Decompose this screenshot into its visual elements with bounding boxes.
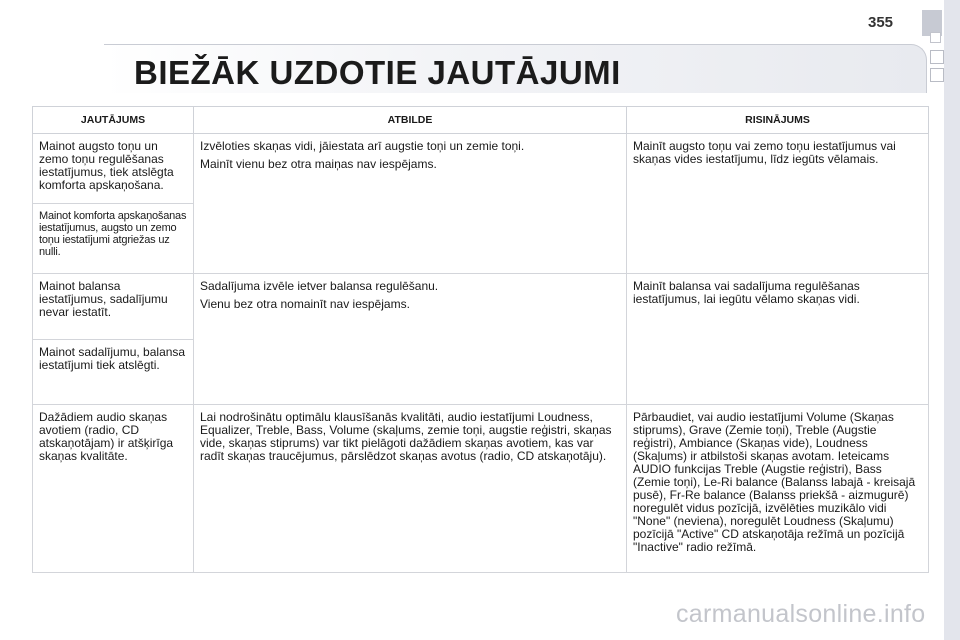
section-box-icon[interactable] xyxy=(930,50,944,64)
answer-paragraph: Sadalījuma izvēle ietver balansa regulēšanu. xyxy=(200,279,439,293)
column-header-question: JAUTĀJUMS xyxy=(33,107,194,134)
side-strip-background xyxy=(944,0,960,640)
watermark: carmanualsonline.info xyxy=(676,600,926,628)
page-number: 355 xyxy=(868,14,894,31)
column-header-solution: RISINĀJUMS xyxy=(627,107,929,134)
question-cell: Mainot augsto toņu un zemo toņu regulēšanas iestatījumus, tiek atslēgta komforta apskaņošana. xyxy=(33,134,194,204)
section-box-icon[interactable] xyxy=(930,68,944,82)
answer-paragraph: Izvēloties skaņas vidi, jāiestata arī augstie toņi un zemie toņi. xyxy=(200,139,525,153)
solution-cell: Pārbaudiet, vai audio iestatījumi Volume (Skaņas stiprums), Grave (Zemie toņi), Treble (Augstie reģistri), Ambiance (Skaņas vide), Loudness (Skaļums) ir atbilstoši skaņas avotam. Ieteicams AUDIO funkcijas Treble (Augstie reģistri), Bass (Zemie toņi), Le-Ri balance (Balanss labajā - kreisajā pusē), Fr-Re balance (Balanss priekšā - aizmugurē) noregulēt vidus pozīcijā, izvēlēties muzikālo vidi "None" (neviena), noregulēt Loudness (Skaļumu) pozīcijā "Active" CD atskaņotāja režīmā un pozīcijā "Inactive" radio režīmā. xyxy=(627,405,929,573)
table-row xyxy=(33,134,929,204)
answer-paragraph: Lai nodrošinātu optimālu klausīšanās kvalitāti, audio iestatījumi Loudness, Equalizer, Treble, Bass, Volume (skaļums, zemie toņi, augstie reģistri, skaņas vide, skaņas stiprums) var tikt pielāgoti dažādiem skaņas avotiem, kas var radīt skaņas traucējumus, pārslēdzot skaņas avotus (radio, CD atskaņotāju). xyxy=(200,410,612,463)
faq-table xyxy=(32,106,929,573)
section-tab-square-icon xyxy=(930,32,941,43)
question-cell: Mainot komforta apskaņošanas iestatījumus, augsto un zemo toņu iestatījumi atgriežas uz nulli. xyxy=(33,204,194,274)
answer-cell xyxy=(194,405,627,573)
title-banner xyxy=(104,44,926,92)
answer-cell xyxy=(194,274,627,405)
question-cell: Mainot balansa iestatījumus, sadalījumu nevar iestatīt. xyxy=(33,274,194,340)
question-cell: Dažādiem audio skaņas avotiem (radio, CD atskaņotājam) ir atšķirīga skaņas kvalitāte. xyxy=(33,405,194,573)
column-header-answer: ATBILDE xyxy=(194,107,627,134)
question-cell: Mainot sadalījumu, balansa iestatījumi tiek atslēgti. xyxy=(33,340,194,405)
answer-paragraph: Vienu bez otra nomainīt nav iespējams. xyxy=(200,297,410,311)
solution-cell: Mainīt augsto toņu vai zemo toņu iestatījumus vai skaņas vides iestatījumu, līdz iegūts vēlamais. xyxy=(627,134,929,274)
answer-cell xyxy=(194,134,627,274)
solution-cell: Mainīt balansa vai sadalījuma regulēšanas iestatījumus, lai iegūtu vēlamo skaņas vidi. xyxy=(627,274,929,405)
table-row xyxy=(33,405,929,573)
answer-paragraph: Mainīt vienu bez otra maiņas nav iespējams. xyxy=(200,157,437,171)
table-row xyxy=(33,274,929,340)
page-title: BIEŽĀK UZDOTIE JAUTĀJUMI xyxy=(134,54,621,91)
table-header-row xyxy=(33,107,929,134)
